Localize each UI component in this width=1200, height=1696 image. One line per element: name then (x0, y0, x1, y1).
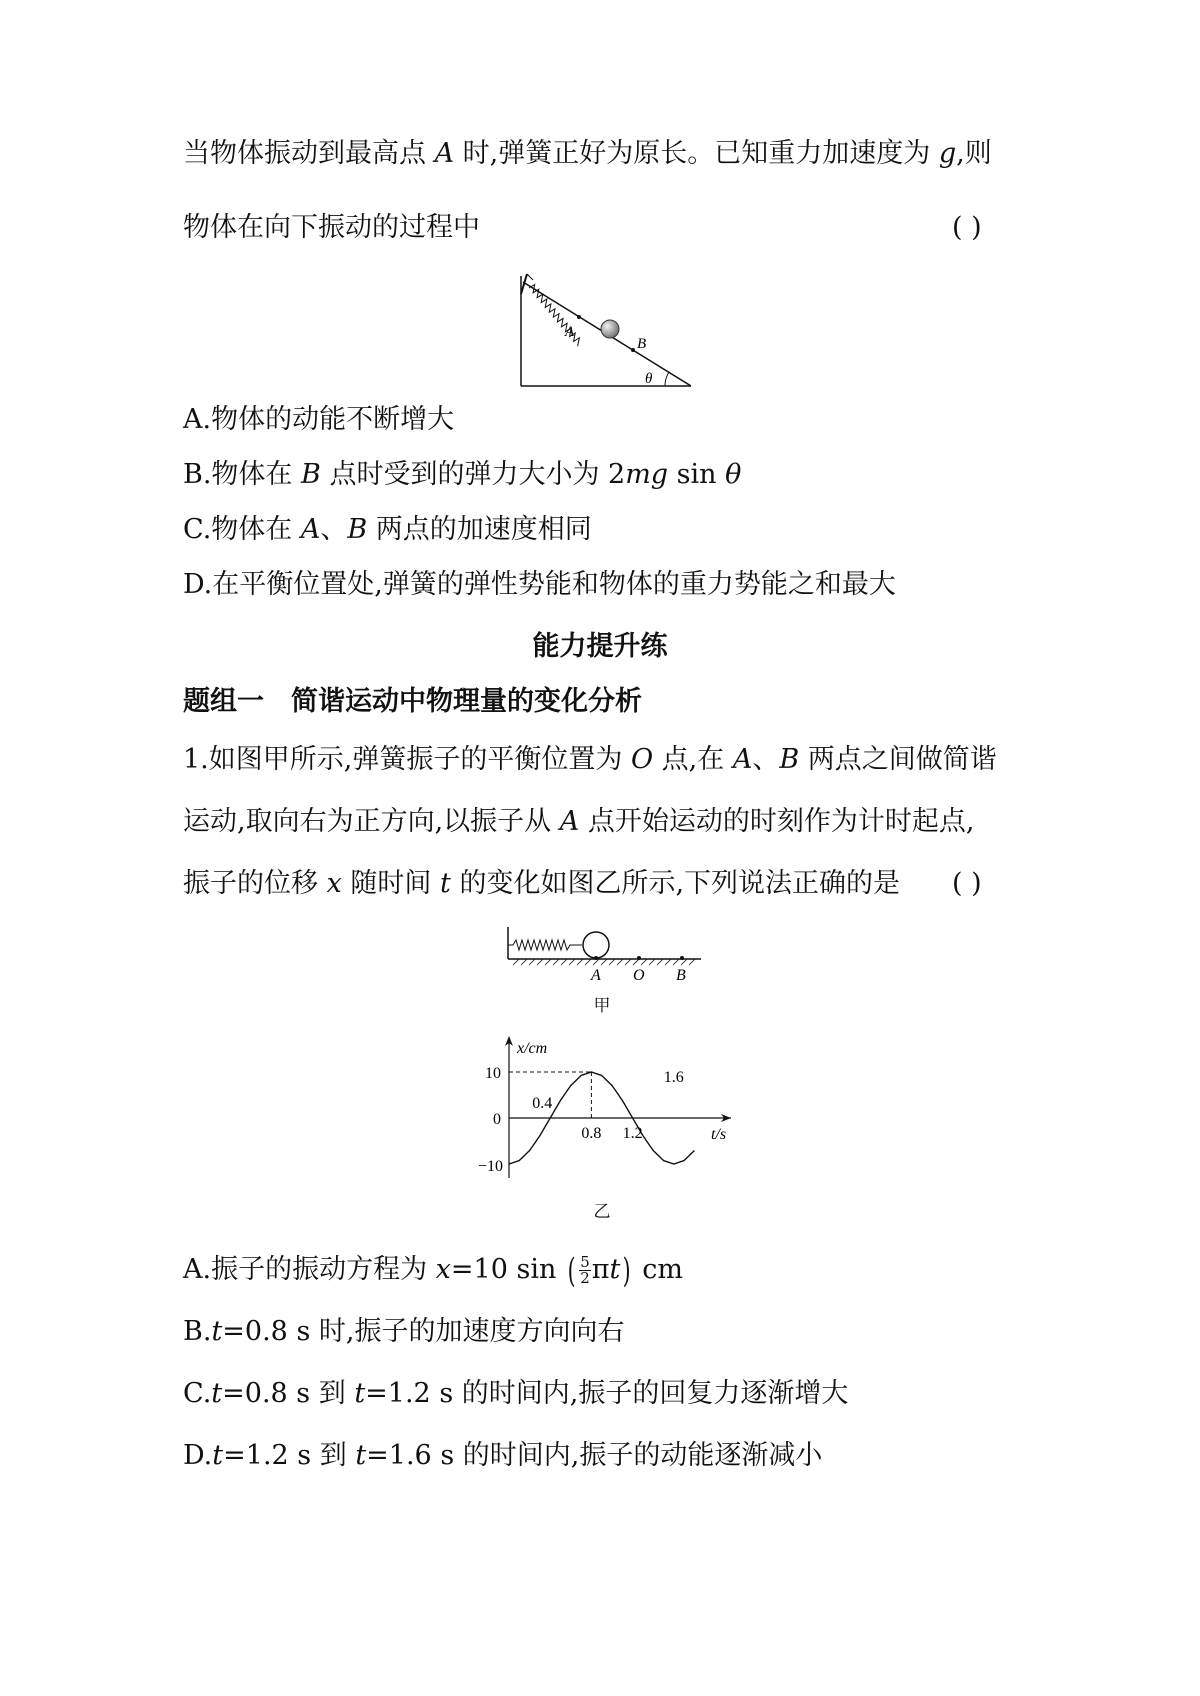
option-C: C.物体在 A、B 两点的加速度相同 (183, 514, 592, 545)
option-A: A.物体的动能不断增大 (183, 404, 455, 435)
incline-spring-figure (515, 268, 695, 390)
option-A: A.振子的振动方程为 x=10 sin ( $\frac{5}{2}$ πt) cm (183, 1250, 683, 1291)
option-D: D.在平衡位置处,弹簧的弹性势能和物体的重力势能之和最大 (183, 569, 896, 600)
option-D: D.t=1.2 s 到 t=1.6 s 的时间内,振子的动能逐渐减小 (183, 1440, 823, 1471)
spring-oscillator-figure (505, 925, 705, 987)
section-title: 能力提升练 (532, 631, 668, 662)
x-tick-label: 1.2 (622, 1125, 643, 1142)
label-B: B (676, 967, 686, 984)
x-tick-label: 0.8 (581, 1125, 602, 1142)
displacement-time-chart (455, 1030, 745, 1190)
group-title: 题组一 简谐运动中物理量的变化分析 (183, 686, 642, 717)
figure-caption-jia: 甲 (593, 996, 611, 1016)
question-1-text-line: 振子的位移 x 随时间 t 的变化如图乙所示,下列说法正确的是 (183, 868, 901, 899)
fraction: $\frac{5}{2}$ (580, 1253, 590, 1287)
y-tick-label: −10 (477, 1158, 503, 1175)
x-tick-label: 0.4 (532, 1095, 553, 1112)
question-text-line: 物体在向下振动的过程中 (183, 212, 480, 243)
label-A: A (591, 967, 601, 984)
question-text-line: 当物体振动到最高点 A 时,弹簧正好为原长。已知重力加速度为 g,则 (183, 138, 992, 169)
x-tick-label: 1.6 (663, 1069, 684, 1086)
option-C: C.t=0.8 s 到 t=1.2 s 的时间内,振子的回复力逐渐增大 (183, 1378, 849, 1409)
label-A: A (565, 324, 575, 340)
question-1-text-line: 1.如图甲所示,弹簧振子的平衡位置为 O 点,在 A、B 两点之间做简谐 (183, 744, 997, 775)
y-axis-label: x/cm (517, 1040, 548, 1057)
answer-parentheses: ( ) (952, 212, 982, 243)
option-B: B.物体在 B 点时受到的弹力大小为 2mg sin θ (183, 459, 742, 490)
label-theta: θ (645, 371, 653, 387)
y-tick-label: 0 (493, 1111, 501, 1128)
label-B: B (637, 336, 647, 352)
answer-parentheses: ( ) (952, 868, 982, 899)
option-B: B.t=0.8 s 时,振子的加速度方向向右 (183, 1316, 625, 1347)
x-axis-label: t/s (711, 1126, 727, 1143)
y-tick-label: 10 (485, 1065, 501, 1082)
figure-caption-yi: 乙 (593, 1202, 611, 1222)
question-1-text-line: 运动,取向右为正方向,以振子从 A 点开始运动的时刻作为计时起点, (183, 806, 975, 837)
label-O: O (633, 967, 645, 984)
